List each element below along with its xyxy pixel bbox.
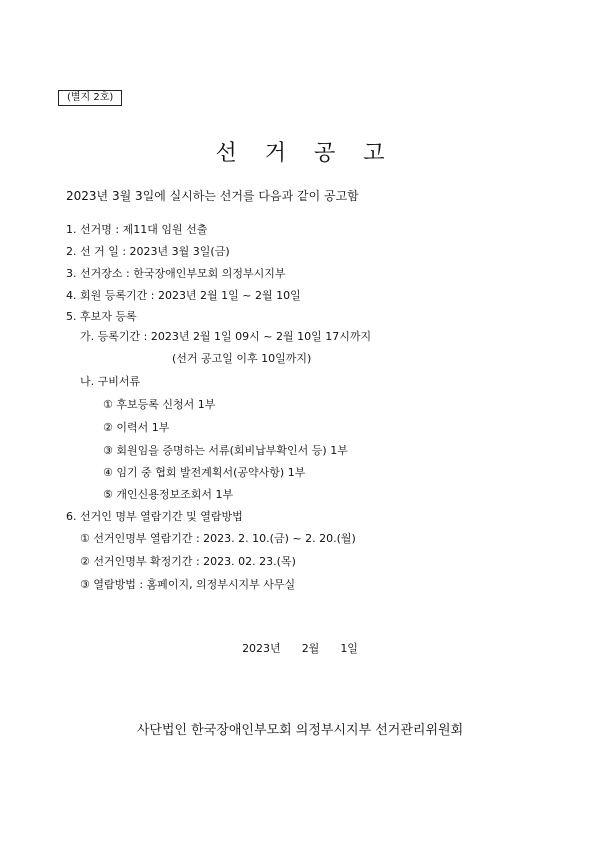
voter-list-item: ② 선거인명부 확정기간 : 2023. 02. 23.(목) [80, 555, 296, 568]
organization-name: 사단법인 한국장애인부모회 의정부시지부 선거관리위원회 [136, 723, 464, 738]
page-title: 선거공고 [215, 141, 413, 166]
date-year: 2023년 [242, 642, 281, 655]
item-candidate-registration: 5. 후보자 등록 [66, 310, 137, 323]
date-month: 2월 [301, 642, 320, 655]
item-required-documents: 나. 구비서류 [80, 375, 141, 388]
document-list-item: ④ 임기 중 협회 발전계획서(공약사항) 1부 [103, 466, 306, 479]
voter-list-item: ① 선거인명부 열람기간 : 2023. 2. 10.(금) ~ 2. 20.(월) [80, 532, 356, 545]
document-list-item: ① 후보등록 신청서 1부 [103, 398, 216, 411]
document-list-item: ② 이력서 1부 [103, 421, 170, 434]
item-voter-list: 6. 선거인 명부 열람기간 및 열람방법 [66, 510, 243, 523]
item-election-date: 2. 선 거 일 : 2023년 3월 3일(금) [66, 245, 230, 258]
intro-text: 2023년 3월 3일에 실시하는 선거를 다음과 같이 공고함 [66, 189, 359, 203]
date-day: 1일 [340, 642, 358, 655]
document-list-item: ③ 회원임을 증명하는 서류(회비납부확인서 등) 1부 [103, 444, 348, 457]
item-member-registration: 4. 회원 등록기간 : 2023년 2월 1일 ~ 2월 10일 [66, 289, 301, 302]
attachment-label: (별지 2호) [58, 90, 122, 106]
item-registration-note: (선거 공고일 이후 10일까지) [172, 352, 312, 365]
document-list-item: ⑤ 개인신용정보조회서 1부 [103, 488, 234, 501]
item-election-place: 3. 선거장소 : 한국장애인부모회 의정부시지부 [66, 267, 286, 280]
announcement-date [0, 641, 600, 656]
item-election-name: 1. 선거명 : 제11대 임원 선출 [66, 223, 208, 236]
item-registration-period: 가. 등록기간 : 2023년 2월 1일 09시 ~ 2월 10일 17시까지 [80, 330, 372, 343]
voter-list-item: ③ 열람방법 : 홈페이지, 의정부시지부 사무실 [80, 578, 296, 591]
